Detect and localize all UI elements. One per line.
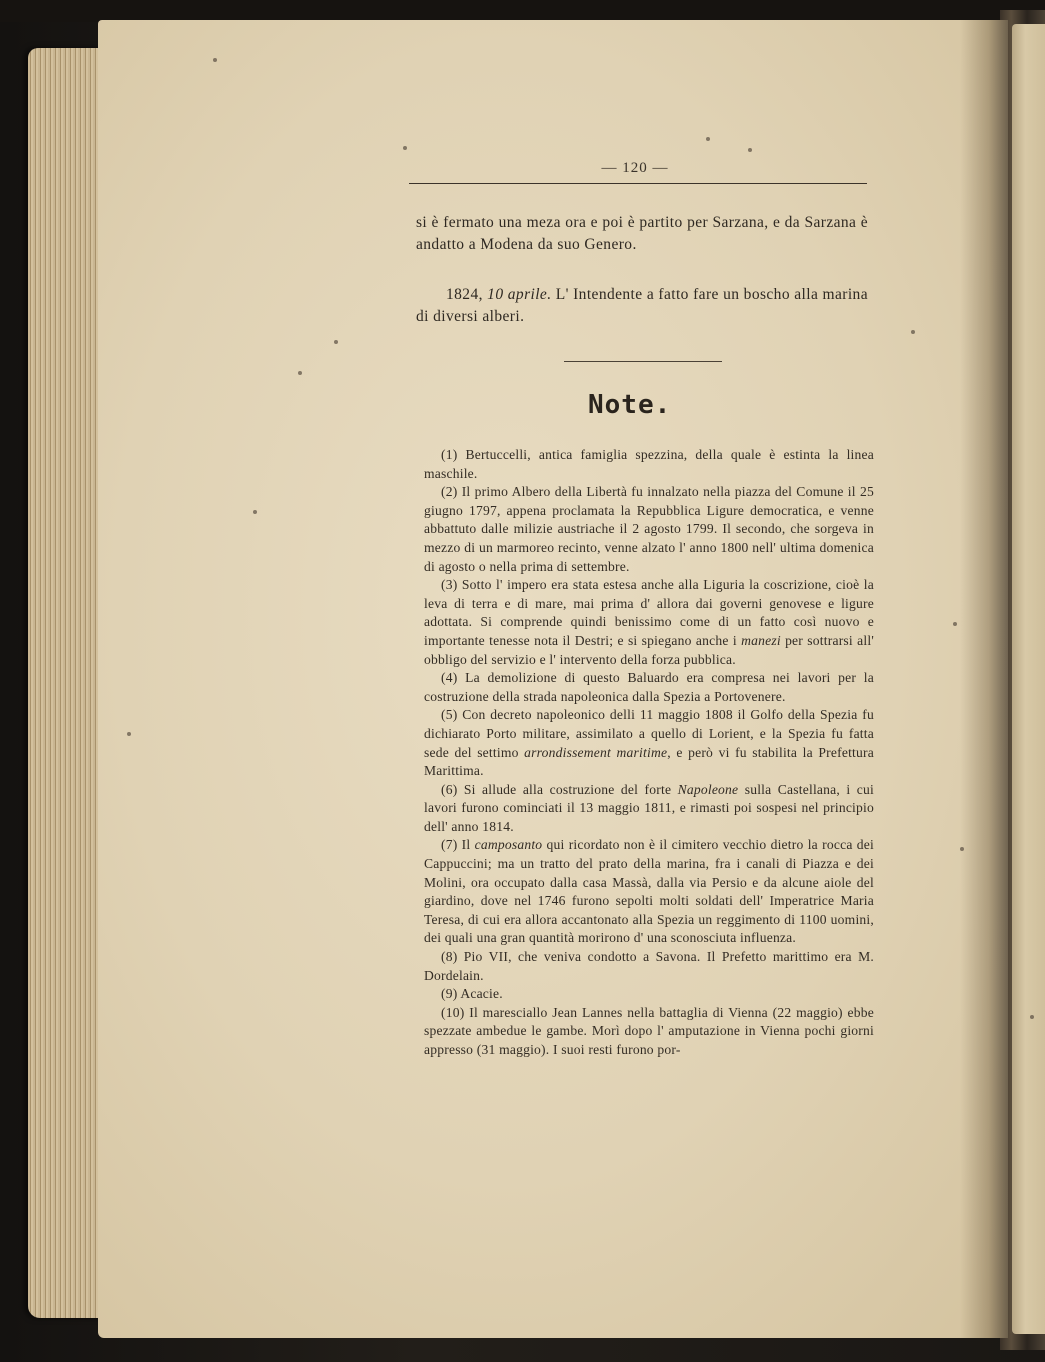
entry-year: 1824, <box>446 286 483 303</box>
diary-entry <box>416 284 868 328</box>
note-number: (3) <box>441 577 458 593</box>
scan-top-edge <box>0 0 1045 22</box>
section-divider <box>564 361 722 362</box>
note-item <box>424 669 874 706</box>
note-text: Acacie. <box>460 986 503 1002</box>
note-text: Sotto l' impero era stata estesa anche alla Liguria la coscrizione, cioè la leva di terra e di mare, mai prima d' allora dai governi genovese e ligure adottata. Si comprende quindi benissimo come di un fatto così nuovo e importante tenesse nota il Destri; e si spiegano anche i <box>424 577 874 648</box>
notes-heading: Note. <box>588 390 672 420</box>
diary-entry-paragraph <box>416 284 868 328</box>
note-item <box>424 576 874 669</box>
note-item <box>424 483 874 576</box>
note-item <box>424 1004 874 1060</box>
note-text: sulla Castellana, i cui lavori furono cominciati il 13 maggio 1811, e rimasti poi sospesi nel principio dell' anno 1814. <box>424 781 874 834</box>
note-number: (2) <box>441 484 458 500</box>
facing-page-edge <box>1012 24 1045 1334</box>
note-item <box>424 706 874 780</box>
note-text: , e però vi fu stabilita la Prefettura Marittima. <box>424 744 874 779</box>
note-number: (1) <box>441 447 458 462</box>
entry-text: L' Intendente a fatto fare un boscho alla marina di diversi alberi. <box>416 286 868 325</box>
note-item <box>424 446 874 483</box>
note-number: (4) <box>441 670 458 686</box>
foxing-speck <box>253 510 257 514</box>
note-item <box>424 985 874 1004</box>
page-number: — 120 — <box>601 160 669 176</box>
note-item <box>424 836 874 948</box>
note-text: Il maresciallo Jean Lannes nella battaglia di Vienna (22 maggio) ebbe spezzate ambedue le gambe. Morì dopo l' amputazione in Vienna pochi giorni appresso (31 maggio). I suoi resti furono por- <box>424 1004 874 1057</box>
note-text: Bertuccelli, antica famiglia spezzina, della quale è estinta la linea maschile. <box>424 447 874 481</box>
note-number: (8) <box>441 949 458 965</box>
foxing-speck <box>1030 1015 1034 1019</box>
note-text: Si allude alla costruzione del forte <box>463 781 678 797</box>
note-text: per sottrarsi all' obbligo del servizio e l' intervento della forza pubblica. <box>424 632 874 667</box>
note-text: Il <box>461 837 475 853</box>
note-text: qui ricordato non è il cimitero vecchio dietro la rocca dei Cappuccini; ma un tratto del prato della marina, fra i canali di Piazza e dei Molini, ora occupato dalla casa Massà, dalla via Persio e da alcune aiole del giardino, dove nel 1746 furono sepolti molti soldati dell' Imperatrice Maria Teresa, di cui era allora accantonato alla Spezia un reggimento di 1100 uomini, dei quali una gran quantità morirono d' una sconosciuta influenza. <box>424 837 874 946</box>
note-item <box>424 781 874 837</box>
note-italic-term: camposanto <box>474 837 543 853</box>
foxing-speck <box>748 148 752 152</box>
note-text: Con decreto napoleonico delli 11 maggio 1808 il Golfo della Spezia fu dichiarato Porto militare, assimilato a quello di Lorient, e la Spezia fu fatta sede del settimo <box>424 707 875 760</box>
header-rule <box>409 183 867 184</box>
note-number: (5) <box>441 707 458 723</box>
note-text: Pio VII, che veniva condotto a Savona. Il Prefetto marittimo era M. Dordelain. <box>424 949 874 983</box>
foxing-speck <box>403 146 407 150</box>
note-text: La demolizione di questo Baluardo era compresa nei lavori per la costruzione della strada napoleonica dalla Spezia a Portovenere. <box>424 670 874 704</box>
note-number: (9) <box>441 986 458 1002</box>
continuation-text: si è fermato una meza ora e poi è partito per Sarzana, e da Sarzana è andatto a Modena da suo Genero. <box>416 214 868 253</box>
foxing-speck <box>960 847 964 851</box>
note-number: (10) <box>441 1004 465 1020</box>
foxing-speck <box>127 732 131 736</box>
foxing-speck <box>706 137 710 141</box>
note-number: (6) <box>441 781 458 797</box>
continuation-paragraph <box>416 212 868 256</box>
note-item <box>424 948 874 985</box>
foxing-speck <box>911 330 915 334</box>
foxing-speck <box>953 622 957 626</box>
book-page-edges <box>28 48 108 1318</box>
notes-list <box>424 446 874 1060</box>
note-text: Il primo Albero della Libertà fu innalzato nella piazza del Comune il 25 giugno 1797, appena proclamata la Repubblica Ligure democratica, e venne abbattuto dalle milizie austriache il 2 agosto 1799. Il secondo, che sorgeva in mezzo di un marmoreo recinto, venne alzato l' anno 1800 nell' ultima domenica di agosto o nella prima di settembre. <box>424 484 874 574</box>
note-italic-term: Napoleone <box>677 781 739 797</box>
note-italic-term: arrondissement maritime <box>524 744 668 760</box>
page-gutter-shadow <box>960 20 1008 1338</box>
note-number: (7) <box>441 837 458 853</box>
foxing-speck <box>334 340 338 344</box>
foxing-speck <box>213 58 217 62</box>
note-italic-term: manezi <box>741 632 781 648</box>
entry-date: 10 aprile. <box>487 286 552 303</box>
foxing-speck <box>298 371 302 375</box>
